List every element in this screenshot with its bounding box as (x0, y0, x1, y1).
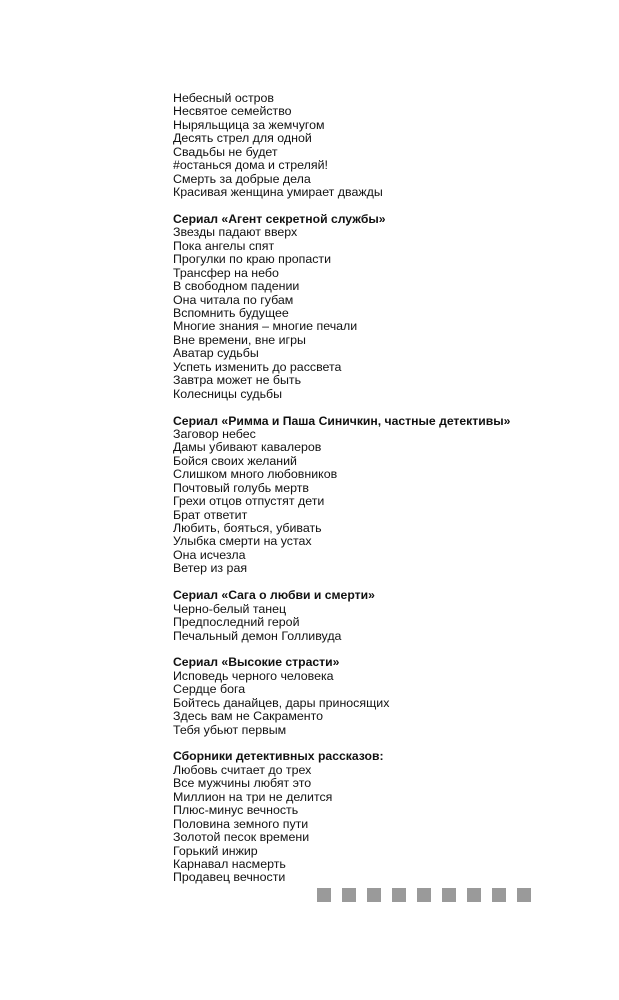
list-item: Заговор небес (173, 426, 256, 441)
list-item: Свадьбы не будет (173, 144, 278, 159)
list-item: Десять стрел для одной (173, 131, 312, 146)
list-item: Трансфер на небо (173, 265, 279, 280)
decorative-square (342, 888, 356, 902)
list-item: В свободном падении (173, 279, 300, 294)
list-item: Любить, бояться, убивать (173, 521, 322, 535)
list-item: Тебя убьют первым (173, 722, 287, 737)
list-item: Здесь вам не Сакраменто (173, 709, 324, 724)
list-item: Бойтесь данайцев, дары приносящих (173, 695, 390, 710)
decorative-square (517, 888, 531, 902)
list-item: Сердце бога (173, 682, 246, 697)
list-item: Все мужчины любят это (173, 776, 312, 791)
list-item: Любовь считает до трех (173, 762, 312, 777)
list-item: Завтра может не быть (173, 373, 302, 388)
decorative-square (392, 888, 406, 902)
list-item: Слишком много любовников (173, 467, 338, 482)
list-item: Бойся своих желаний (173, 453, 297, 468)
list-item: Ветер из рая (173, 561, 248, 576)
list-item: Небесный остров (173, 91, 274, 105)
list-item: Ныряльщица за жемчугом (173, 117, 325, 132)
list-item: Брат ответит (173, 507, 248, 522)
section-heading: Сериал «Агент секретной службы» (173, 211, 386, 226)
decorative-square (442, 888, 456, 902)
list-item: Исповедь черного человека (173, 668, 334, 683)
decorative-square (467, 888, 481, 902)
list-item: Горький инжир (173, 843, 258, 858)
list-item: Успеть изменить до рассвета (173, 359, 342, 374)
decorative-square (367, 888, 381, 902)
section-heading: Сериал «Римма и Паша Синичкин, частные детективы» (173, 413, 511, 428)
section-story-collections (173, 750, 593, 884)
list-item: Смерть за добрые дела (173, 171, 311, 186)
list-item: Печальный демон Голливуда (173, 628, 342, 643)
list-item: Колесницы судьбы (173, 386, 283, 401)
list-item: Почтовый голубь мертв (173, 480, 309, 495)
list-item: Вспомнить будущее (173, 306, 289, 320)
section-heading: Сериал «Сага о любви и смерти» (173, 588, 375, 603)
section-passions-series (173, 656, 593, 737)
section-heading: Сериал «Высокие страсти» (173, 655, 340, 670)
decorative-square (317, 888, 331, 902)
decorative-square (417, 888, 431, 902)
list-item: Несвятое семейство (173, 104, 292, 119)
list-item: Она читала по губам (173, 292, 294, 307)
section-sinichkin-series (173, 415, 593, 576)
list-item: Улыбка смерти на устах (173, 534, 312, 549)
decorative-squares (317, 888, 531, 902)
list-item: Аватар судьбы (173, 346, 259, 361)
book-list (173, 92, 593, 885)
list-item: Продавец вечности (173, 870, 286, 885)
list-item: Грехи отцов отпустят дети (173, 494, 325, 509)
section-standalone (173, 92, 593, 200)
list-item: Миллион на три не делится (173, 789, 333, 804)
list-item: Половина земного пути (173, 816, 309, 831)
decorative-square (492, 888, 506, 902)
list-item: Черно-белый танец (173, 601, 287, 616)
list-item: Плюс-минус вечность (173, 803, 299, 818)
list-item: Вне времени, вне игры (173, 332, 306, 347)
list-item: Дамы убивают кавалеров (173, 440, 322, 455)
list-item: #останься дома и стреляй! (173, 158, 328, 173)
list-item: Карнавал насмерть (173, 856, 286, 871)
section-agent-series (173, 213, 593, 401)
list-item: Многие знания – многие печали (173, 319, 358, 334)
list-item: Красивая женщина умирает дважды (173, 185, 383, 200)
list-item: Она исчезла (173, 547, 246, 562)
list-item: Прогулки по краю пропасти (173, 252, 332, 267)
list-item: Звезды падают вверх (173, 225, 298, 240)
section-saga-series (173, 589, 593, 643)
list-item: Золотой песок времени (173, 830, 310, 845)
list-item: Предпоследний герой (173, 615, 300, 630)
section-heading: Сборники детективных рассказов: (173, 749, 384, 764)
list-item: Пока ангелы спят (173, 238, 275, 253)
